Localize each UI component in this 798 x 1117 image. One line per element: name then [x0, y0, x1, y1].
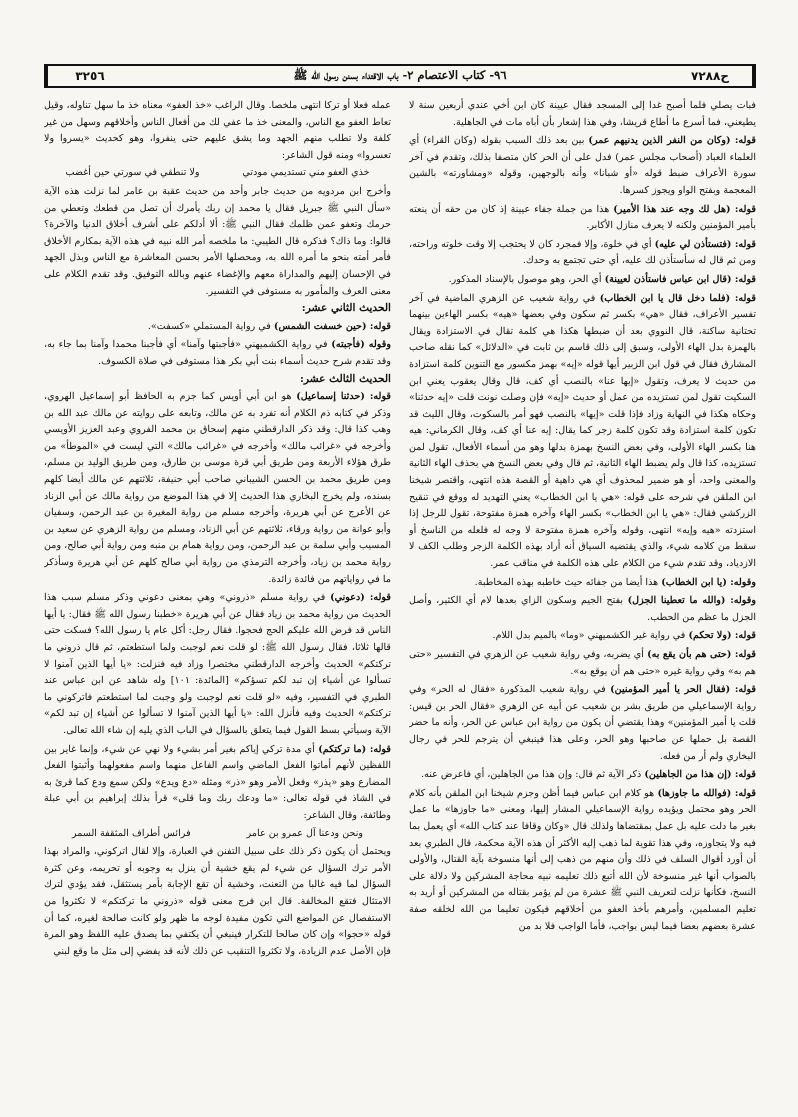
commentary-entry [409, 237, 756, 270]
entry-lemma: قوله: (حين خسفت الشمس) [273, 320, 391, 332]
left-column [44, 96, 391, 1096]
entry-text: في رواية شعيب عن الزهري الماضية في آخر تفسير الأعراف، فقال «هي» بكسر ثم سكون وفي بعضها «هيه» بكسر الهاءين بينهما تحتانية ساكنة، قال النووي بعد أن ضبطها هكذا هي كلمة تقال في الاستزادة ويقال بالهمزة بدل الهاء الأولى، وسبق إلى ذلك قاسم بن ثابت في «الدلائل» كما نقله صاحب المشارق فقال في قول ابن الزبير أيها قوله «إيه» بهمز مكسور مع التنوين كلمة استزادة من حديث لا يعرف، وتقول «إيها عنا» بالنصب أي كف، قال وقال يعقوب يعني ابن السكيت تقول لمن تستزيده من عمل أو حديث «إيه» فإن وصلت نونت قلت «إيه حدثنا» وحكاه هكذا في النهاية وزاد فإذا قلت «إيها» بالنصب فهو أمر بالسكوت، وقال الليث قد تكون كلمة استزادة وقد تكون كلمة زجر كما يقال: إيه عنا أي كف، وقال الكرماني: هيه هنا بكسر الهاء الأولى، وفي بعض النسخ بهمزة بدلها وهو من أسماء الأفعال، تقول لمن تستزيده، كذا قال ولم يضبط الهاء الثانية، ثم قال وفي بعض النسخ هي بحذف الهاء الثانية والمعنى واحد، أو هو ضمير لمحذوف أي هي داهية أو القصة هذه انتهى، واقتصر شيخنا ابن الملقن في شرحه على قوله: «هي يا ابن الخطاب» يعني التهديد له ووقع في تنقيح الزركشي فقال: «هي يا ابن الخطاب» بكسر الهاء وآخره همزة مفتوحة، تقول للرجل إذا استزدته «هيه وإيه» انتهى، وقوله وآخره همزة مفتوحة لا وجه له فلعله من الناسخ أو سقط من كلامه شيء، والذي يقتضيه السياق أنه أراد بهذه الكلمة الزجر وطلب الكف لا الازدياد، وقد تقدم شيء من الكلام على هذه الكلمة في مناقب عمر. [409, 292, 756, 570]
entry-text: عمله فعلا أو تركا انتهى ملخصا. وقال الراغب «خذ العفو» معناه خذ ما سهل تناوله، وقيل تعاط العفو مع الناس، والمعنى خذ ما عفي لك من أفعال الناس وأخلاقهم وسهل من غير كلفة ولا تطلب منهم الجهد وما يشق عليهم حتى ينفروا، وهو كحديث «يسروا ولا تعسروا» ومنه قول الشاعر: [44, 100, 391, 161]
commentary-entry [409, 593, 756, 626]
commentary-entry [44, 389, 391, 588]
entry-lemma: قوله: (ولا تحكم) [688, 630, 756, 642]
entry-text: أي مدة تركي إياكم بغير أمر بشيء ولا نهي عن شيء، وإنما غاير بين اللفظين لأنهم أماتوا الفعل الماضي واسم الفاعل منهما واسم مفعولهما وأثبتوا الفعل المضارع وهو «يذر» وفعل الأمر وهو «ذر» ومثله «دع ويدع» ولكن سمع ودع كما قرئ به في الشاذ في قوله تعالى: «ما ودعك ربك وما قلى» قرأ بذلك إبراهيم بن أبي عبلة وطائفة، وقال الشاعر: [44, 743, 391, 821]
commentary-entry [409, 628, 756, 645]
commentary-entry [409, 767, 756, 784]
paragraph [44, 844, 391, 960]
entry-lemma: قوله: (دعوني) [330, 592, 391, 604]
entry-text: هذا أيضا من جفائه حيث خاطبه بهذه المخاطبة. [474, 576, 659, 588]
commentary-entry [409, 272, 756, 289]
entry-text: هو كلام ابن عباس فيما أظن وجزم شيخنا ابن الملقن بأنه كلام الحر وهو محتمل ويؤيده رواية الإسماعيلي المشار إليها، ومعنى «ما جاوزها» ما عمل بغير ما دلت عليه بل عمل بمقتضاها ولذلك قال «وكان وقافا عند كتاب الله» أي يعمل بما فيه ولا يتجاوزه، وفي هذا تقوية لما ذهب إليه الأكثر أن هذه الآية محكمة، قال الطبري بعد أن أورد أقوال السلف في ذلك وأن منهم من ذهب إلى أنها منسوخة بآية القتال، والأولى بالصواب أنها غير منسوخة لأن الله أتبع ذلك تعليمه نبيه محاجة المشركين ولا دلالة على النسخ، فكأنها نزلت لتعريف النبي ﷺ عشرة من لم يؤمر بقتاله من المشركين أو أريد به تعليم المسلمين، وأمرهم بأخذ العفو من أخلاقهم فيكون تعليما من الله لخلقه صفة عشرة بعضهم بعضا فيما ليس بواجب، فأما الواجب فلا بد من [409, 787, 756, 932]
entry-text: هو ابن أبي أويس كما جزم به الحافظ أبو إسماعيل الهروي، وذكر في كتابه ذم الكلام أنه تفرد به عن مالك، وتابعه على روايته عن مالك عبد الله بن وهب كذا قال: وقد ذكر الدارقطني منهم إسحاق بن محمد الفروي وعبد العزيز الأويسي وأخرجه في «غرائب مالك» وأخرجه في «غرائب مالك» التي ليست في «الموطأ» من طرق هؤلاء الأربعة ومن طريق أبي قرة موسى بن طارق، ومن طريق الوليد بن مسلم، ومن طريق محمد بن الحسن الشيباني صاحب أبي حنيفة، ثلاثتهم عن مالك أيضا كلهم بسنده، ولم يخرج البخاري هذا الحديث إلا في هذا الموضع من رواية مالك عن أبي الزناد عن الأعرج عن أبي هريرة، وأخرجه مسلم من رواية المغيرة بن عبد الرحمن، وسفيان وأبو عوانة من رواية ورقاء، ثلاثتهم عن أبي الزناد، ومسلم من رواية الزهري عن سعيد بن المسيب وأبي سلمة بن عبد الرحمن، ومن رواية همام بن منبه ومن رواية أبي صالح، ومن رواية محمد بن زياد، وأخرجه الترمذي من رواية أبي صالح كلهم عن أبي هريرة وسأذكر ما في رواياتهم من فائدة زائدة. [44, 391, 391, 585]
commentary-entry [44, 742, 391, 825]
verse-hemistich: خذي العفو مني تستديمي مودتي [242, 167, 370, 179]
entry-text: في رواية شعيب المذكورة «فقال له الحر» وفي رواية الإسماعيلي من طريق بشر بن شعيب عن أبيه عن الزهري «فقال الحر بن قيس: قلت يا أمير المؤمنين» وهذا يقتضي أن يكون من رواية ابن عباس عن الحر، وأنه ما حضر القصة بل حملها عن صاحبها وهو الحر، وعلى هذا فينبغي أن يترجم للحر في رجال البخاري ولم أر من فعله. [409, 684, 756, 762]
entry-lemma: قوله: (حتى هم بأن يقع به) [647, 649, 756, 660]
entry-lemma: قوله: (فتستأذن لي عليه) [654, 238, 756, 250]
text-columns [44, 96, 756, 1096]
entry-lemma: وقوله (فأجبته) [331, 339, 391, 351]
page-header [44, 64, 756, 88]
commentary-entry [409, 682, 756, 765]
hadith-number: ح٧٢٨٨ [668, 66, 754, 86]
verse-hemistich: ولا تنطقي في سورتي حين أغضب [65, 167, 200, 179]
entry-lemma: قوله: (فوالله ما جاوزها) [657, 787, 756, 799]
entry-lemma: قوله: (حدثنا إسماعيل) [296, 391, 391, 403]
entry-lemma: قوله: (هل لك وجه عند هذا الأمير) [613, 203, 756, 215]
right-column [409, 96, 756, 1096]
entry-text: في رواية الكشميهني «فأجبتها وآمنا» أي فأجبنا محمدا وآمنا بما جاء به، وقد تقدم شرح حديث أسماء بنت أبي بكر هذا مستوفى في صلاة الكسوف. [44, 339, 391, 367]
section-heading: الحديث الثاني عشر: [301, 302, 391, 315]
commentary-entry [409, 786, 756, 935]
section-heading: الحديث الثالث عشر: [299, 372, 391, 385]
paragraph [44, 184, 391, 300]
entry-lemma: وقوله: (يا ابن الخطاب) [661, 576, 756, 588]
entry-text: أي الحر، وهو موصول بالإسناد المذكور. [448, 273, 602, 285]
commentary-entry [409, 647, 756, 680]
commentary-entry [409, 291, 756, 573]
verse-hemistich: فرائس أطراف المثقفة السمر [71, 827, 191, 839]
entry-text: فبات يصلي فلما أصبح غدا إلى المسجد فقال عيينة كان ابن أخي عندي أربعين سنة لا يطيعني، فما أسرع ما أطاع قريشا، وفي هذا إشعار بأن أباه مات في الجاهلية. [409, 100, 756, 128]
entry-lemma: قوله: (وكان من النفر الذين يدنيهم عمر) [588, 135, 756, 147]
entry-lemma: وقوله: (والله ما تعطينا الجزل) [627, 595, 756, 607]
entry-text: هذا من جملة جفاء عيينة إذ كان من حقه أن ينعته بأمير المؤمنين ولكنه لا يعرف منازل الأكابر. [409, 203, 756, 232]
commentary-entry [44, 337, 391, 370]
poem-verse [44, 826, 391, 843]
entry-lemma: قوله: (فلما دخل قال يا ابن الخطاب) [599, 292, 756, 304]
commentary-entry [409, 575, 756, 592]
page-number: ٣٢٥٦ [46, 66, 132, 86]
paragraph [409, 98, 756, 131]
entry-text: بين بعد ذلك السبب بقوله (وكان القراء) أي العلماء العباد (أصحاب مجلس عمر) فدل على أن الحر كان متصفا بذلك، وتقدم في آخر سورة الأعراف ضبط قوله «أو شبانا» وأنه بالوجهين، وقوله «ومشاورته» بالشين المعجمة وبفتح الواو ويجوز كسرها. [409, 135, 756, 196]
running-title: ٩٦- كتاب الاعتصام ٢- باب الاقتداء بسنن رسول الله ﷺ [293, 67, 507, 82]
book-page [44, 64, 756, 1104]
commentary-entry [44, 319, 391, 336]
entry-text: أي في خلوة، وإلا فمجرد كان لا يحتجب إلا وقت خلوته وراحته، ومن ثم قال له سأستأذن لك عليه، أي حتى تجتمع به وحدك. [409, 238, 756, 267]
commentary-entry [409, 202, 756, 235]
commentary-entry [409, 133, 756, 199]
entry-lemma: قوله: (فقال الحر يا أمير المؤمنين) [610, 684, 756, 696]
entry-text: في رواية غير الكشميهني «وما» بالميم بدل اللام. [492, 630, 686, 642]
verse-hemistich: ونحن ودعنا آل عمرو بن عامر [246, 827, 364, 839]
entry-text: في رواية المستملي «كسفت». [147, 320, 271, 332]
entry-lemma: قوله: (قال ابن عباس فاستأذن لعيينة) [604, 273, 756, 285]
entry-lemma: قوله: (ما تركتكم) [318, 743, 391, 755]
entry-text: في رواية مسلم «ذروني» وهي بمعنى دعوني وذكر مسلم سبب هذا الحديث من رواية محمد بن زياد فقال عن أبي هريرة «خطبنا رسول الله ﷺ فقال: يا أيها الناس قد فرض الله عليكم الحج فحجوا. فقال رجل: أكل عام يا رسول الله؟ فسكت حتى قالها ثلاثا، فقال رسول الله ﷺ: لو قلت نعم لوجبت ولما استطعتم، ثم قال ذروني ما تركتكم» الحديث وأخرجه الدارقطني مختصرا وزاد فيه فنزلت: «يا أيها الذين آمنوا لا تسألوا عن أشياء إن تبد لكم تسؤكم» [المائدة: ١٠١] وله شاهد عن ابن عباس عند الطبري في التفسير، وفيه «لو قلت نعم لوجبت ولو وجبت لما استطعتم فاتركوني ما تركتكم» الحديث وفيه فأنزل الله: «يا أيها الذين آمنوا لا تسألوا عن أشياء إن تبد لكم» الآية وسيأتي بسط القول فيما يتعلق بالسؤال في الباب الذي يليه إن شاء الله تعالى. [44, 592, 391, 736]
entry-text: بفتح الجيم وسكون الزاي بعدها لام أي الكثير، وأصل الجزل ما عظم من الحطب. [409, 595, 756, 623]
entry-text: أي يضربه، وفي رواية شعيب عن الزهري في التفسير «حتى هم به» وفي رواية غيره «حتى هم أن يوقع به». [409, 649, 756, 677]
paragraph [44, 98, 391, 164]
poem-verse [44, 165, 391, 182]
entry-text: ذكر الآية ثم قال: وإن هذا من الجاهلين، أي فاعرض عنه. [421, 769, 642, 781]
entry-lemma: قوله: (إن هذا من الجاهلين) [644, 769, 756, 781]
entry-text: ويحتمل أن يكون ذكر ذلك على سبيل التفنن في العبارة، وإلا لقال اتركوني، والمراد بهذا الأمر ترك السؤال عن شيء لم يقع خشية أن ينزل به وجوبه أو تحريمه، وعن كثرة السؤال لما فيه غالبا من التعنت، وخشية أن تقع الإجابة بأمر يستثقل، فقد يؤدي لترك الامتثال فتقع المخالفة. قال ابن فرج معنى قوله «ذروني ما تركتكم» لا تكثروا من الاستفصال عن المواضع التي تكون مفيدة لوجه ما ظهر ولو كانت صالحة لغيره، كما أن قوله «حجوا» وإن كان صالحا للتكرار فينبغي أن يكتفي بما يصدق عليه اللفظ وهو المرة فإن الأصل عدم الزيادة، ولا تكثروا التنقيب عن ذلك لأنه قد يفضي إلى مثل ما وقع لبني [44, 846, 391, 957]
entry-text: وأخرج ابن مردويه من حديث جابر وأحد من حديث عقبة بن عامر لما نزلت هذه الآية «سأل النبي ﷺ جبريل فقال يا محمد إن ربك يأمرك أن تصل من قطعك وتعطي من حرمك وتعفو عمن ظلمك فقال النبي ﷺ: ألا أدلكم على أشرف أخلاق الدنيا والآخرة؟ قالوا: وما ذاك؟ فذكره قال الطيبي: ما ملخصه أمر الله نبيه في هذه الآية بمكارم الأخلاق فأمر أمته بنحو ما أمره الله به، ومحصلها الأمر بحسن المعاشرة مع الناس وبذل الجهد في الإحسان إليهم والمداراة معهم والإغضاء عنهم وبالله التوفيق. وقد تقدم الكلام على معنى العرف والمأمور به مستوفى في التفسير. [44, 185, 391, 297]
commentary-entry [44, 590, 391, 739]
